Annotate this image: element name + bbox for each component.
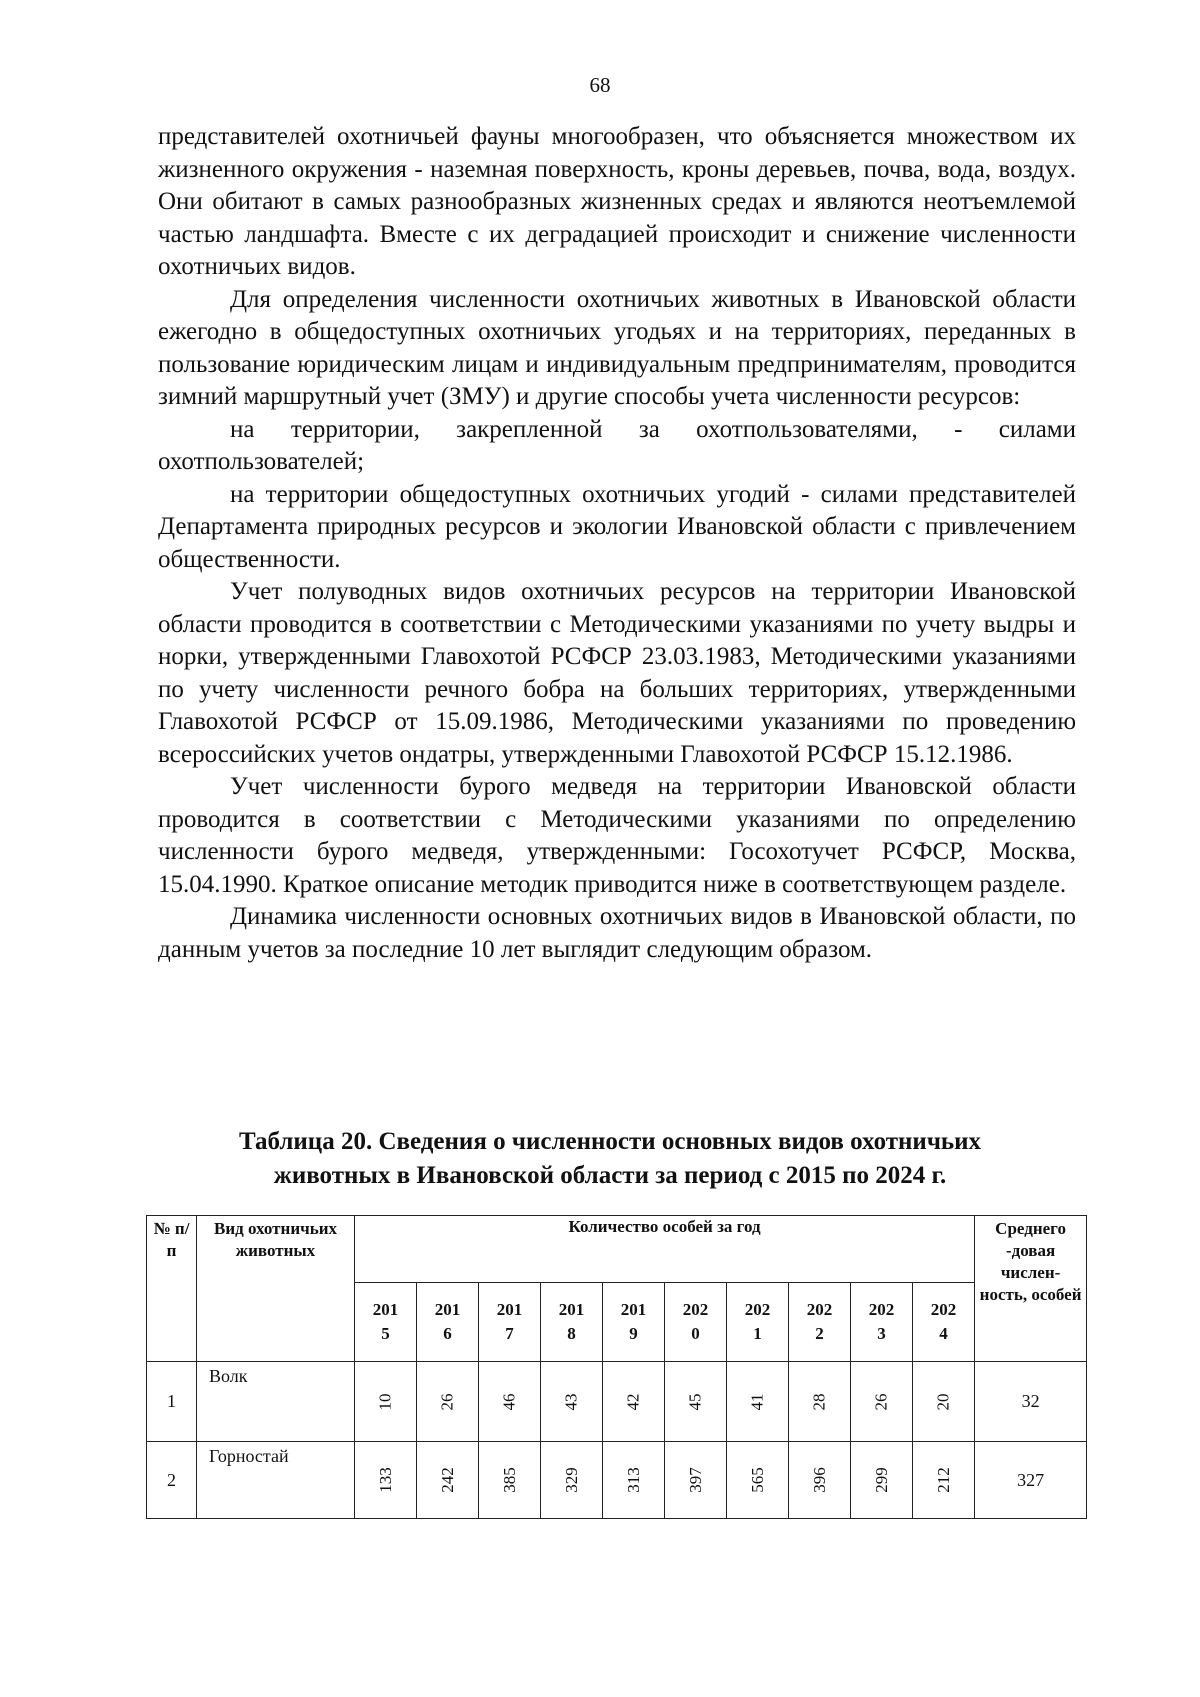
year-top: 201 bbox=[434, 1300, 461, 1319]
year-header bbox=[665, 1283, 727, 1362]
paragraph: на территории, закрепленной за охотпользователями, - силами охотпользователей; bbox=[158, 415, 1076, 475]
year-top: 201 bbox=[372, 1300, 399, 1319]
count-cell bbox=[727, 1442, 789, 1519]
count-value: 42 bbox=[623, 1393, 643, 1410]
count-value: 43 bbox=[561, 1393, 581, 1410]
year-top: 202 bbox=[868, 1300, 895, 1319]
header-species bbox=[197, 1216, 355, 1362]
year-bottom: 3 bbox=[877, 1324, 886, 1343]
count-cell bbox=[913, 1362, 975, 1442]
count-value: 212 bbox=[933, 1467, 953, 1493]
year-header bbox=[603, 1283, 665, 1362]
count-value: 28 bbox=[809, 1393, 829, 1410]
table-row bbox=[147, 1362, 1087, 1442]
species-name: Волк bbox=[197, 1362, 355, 1442]
year-top: 202 bbox=[744, 1300, 771, 1319]
count-value: 385 bbox=[499, 1467, 519, 1493]
year-bottom: 2 bbox=[815, 1324, 824, 1343]
count-value: 45 bbox=[685, 1393, 705, 1410]
count-cell bbox=[851, 1442, 913, 1519]
paragraph: на территории общедоступных охотничьих угодий - силами представителей Департамента природных ресурсов и экологии Ивановской области с привлечением общественности. bbox=[158, 480, 1076, 573]
count-cell bbox=[479, 1442, 541, 1519]
count-cell bbox=[665, 1442, 727, 1519]
header-count bbox=[355, 1216, 975, 1283]
count-value: 396 bbox=[809, 1467, 829, 1493]
count-value: 20 bbox=[933, 1393, 953, 1410]
year-top: 201 bbox=[496, 1300, 523, 1319]
year-header bbox=[789, 1283, 851, 1362]
paragraph: Динамика численности основных охотничьих видов в Ивановской области, по данным учетов за последние 10 лет выглядит следующим образом. bbox=[158, 903, 1076, 963]
header-avg bbox=[975, 1216, 1087, 1362]
count-cell bbox=[913, 1442, 975, 1519]
count-value: 46 bbox=[499, 1393, 519, 1410]
year-top: 201 bbox=[558, 1300, 585, 1319]
header-no bbox=[147, 1216, 197, 1362]
count-cell bbox=[789, 1362, 851, 1442]
row-number: 2 bbox=[147, 1442, 197, 1519]
year-bottom: 6 bbox=[443, 1324, 452, 1343]
count-value: 41 bbox=[747, 1393, 767, 1410]
year-header bbox=[479, 1283, 541, 1362]
table-title-line: Таблица 20. Сведения о численности основных видов охотничьих bbox=[238, 1128, 982, 1155]
count-value: 10 bbox=[375, 1393, 395, 1410]
year-header bbox=[541, 1283, 603, 1362]
count-value: 133 bbox=[375, 1467, 395, 1493]
count-value: 26 bbox=[871, 1393, 891, 1410]
count-value: 397 bbox=[685, 1467, 705, 1493]
header-count-label: Количество особей за год bbox=[568, 1217, 761, 1236]
paragraph: Учет численности бурого медведя на территории Ивановской области проводится в соответствии с Методическими указаниями по определению численности бурого медведя, утвержденными: Госохотучет РСФСР, Москва, 15.04.1990. Краткое описание методик приводится ниже в соответствующем разделе. bbox=[158, 773, 1076, 898]
paragraph: Учет полуводных видов охотничьих ресурсов на территории Ивановской области проводится в соответствии с Методическими указаниями по учету выдры и норки, утвержденными Главохотой РСФСР 23.03.1983, Методическими указаниями по учету численности речного бобра на больших территориях, утвержденными Главохотой РСФСР от 15.09.1986, Методическими указаниями по проведению всероссийских учетов ондатры, утвержденными Главохотой РСФСР 15.12.1986. bbox=[158, 578, 1076, 768]
count-value: 242 bbox=[437, 1467, 457, 1493]
count-cell bbox=[355, 1362, 417, 1442]
year-top: 201 bbox=[620, 1300, 647, 1319]
count-cell bbox=[851, 1362, 913, 1442]
page-number: 68 bbox=[589, 73, 611, 97]
species-name: Горностай bbox=[197, 1442, 355, 1519]
year-bottom: 1 bbox=[753, 1324, 762, 1343]
header-species-label: Вид охотничьих животных bbox=[213, 1219, 337, 1260]
count-value: 313 bbox=[623, 1467, 643, 1493]
paragraph: представителей охотничьей фауны многообразен, что объясняется множеством их жизненного окружения - наземная поверхность, кроны деревьев, почва, вода, воздух. Они обитают в самых разнообразных жизненных средах и являются неотъемлемой частью ландшафта. Вместе с их деградацией происходит и снижение численности охотничьих видов. bbox=[158, 123, 1076, 280]
count-cell bbox=[541, 1362, 603, 1442]
year-header bbox=[913, 1283, 975, 1362]
average-value: 32 bbox=[975, 1362, 1087, 1442]
count-cell bbox=[727, 1362, 789, 1442]
header-avg-label: Среднего -довая числен- ность, особей bbox=[979, 1219, 1082, 1304]
count-cell bbox=[479, 1362, 541, 1442]
year-top: 202 bbox=[806, 1300, 833, 1319]
year-bottom: 4 bbox=[939, 1324, 948, 1343]
row-number: 1 bbox=[147, 1362, 197, 1442]
average-value: 327 bbox=[975, 1442, 1087, 1519]
count-cell bbox=[603, 1442, 665, 1519]
table-title bbox=[140, 1125, 1080, 1193]
count-value: 565 bbox=[747, 1467, 767, 1493]
table-header-row bbox=[147, 1216, 1087, 1283]
count-value: 329 bbox=[561, 1467, 581, 1493]
count-cell bbox=[355, 1442, 417, 1519]
year-top: 202 bbox=[930, 1300, 957, 1319]
year-bottom: 0 bbox=[691, 1324, 700, 1343]
count-cell bbox=[789, 1442, 851, 1519]
year-header bbox=[851, 1283, 913, 1362]
body-text bbox=[158, 121, 1076, 966]
count-cell bbox=[417, 1442, 479, 1519]
table-title-line: животных в Ивановской области за период с 2015 по 2024 г. bbox=[273, 1162, 947, 1189]
count-value: 26 bbox=[437, 1393, 457, 1410]
count-cell bbox=[541, 1442, 603, 1519]
count-cell bbox=[603, 1362, 665, 1442]
count-value: 299 bbox=[871, 1467, 891, 1493]
year-bottom: 5 bbox=[381, 1324, 390, 1343]
count-cell bbox=[417, 1362, 479, 1442]
paragraph: Для определения численности охотничьих животных в Ивановской области ежегодно в общедоступных охотничьих угодьях и на территориях, переданных в пользование юридическим лицам и индивидуальным предпринимателям, проводится зимний маршрутный учет (ЗМУ) и другие способы учета численности ресурсов: bbox=[158, 285, 1076, 410]
data-table bbox=[146, 1215, 1087, 1519]
year-header bbox=[355, 1283, 417, 1362]
year-header bbox=[727, 1283, 789, 1362]
table-row bbox=[147, 1442, 1087, 1519]
count-cell bbox=[665, 1362, 727, 1442]
year-bottom: 8 bbox=[567, 1324, 576, 1343]
year-bottom: 7 bbox=[505, 1324, 514, 1343]
header-no-label: № п/ п bbox=[153, 1219, 190, 1260]
year-top: 202 bbox=[682, 1300, 709, 1319]
year-header bbox=[417, 1283, 479, 1362]
year-bottom: 9 bbox=[629, 1324, 638, 1343]
